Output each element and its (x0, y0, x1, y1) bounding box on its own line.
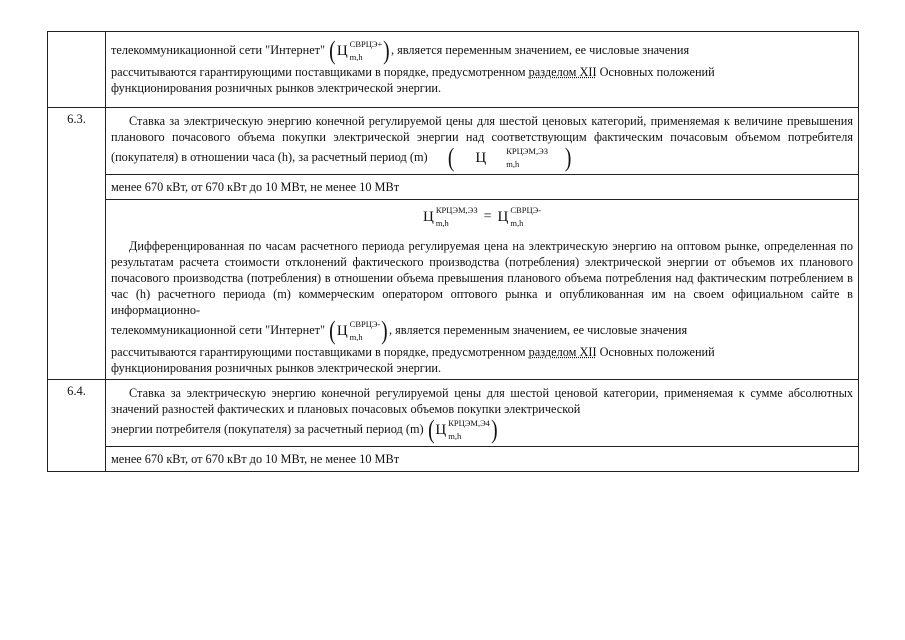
text-line: телекоммуникационной сети "Интернет" ( Ц СВРЦЭ- m,h ) , является переменным значением, ее числовые значения (111, 316, 688, 345)
rate-description: Ставка за электрическую энергию конечной регулируемой цены для шестой ценовой категории, применяемая к сумме абсолютных значений разностей фактических и плановых почасовых объемов покупки электрической (111, 386, 853, 416)
number-cell-empty (48, 32, 106, 108)
formula: Ц КРЦЭМ,ЭЗ m,h = Ц СВРЦЭ- m,h (422, 205, 542, 228)
price-symbol: ( Ц СВРЦЭ- m,h ) (329, 316, 388, 345)
text-line: энергии потребителя (покупателя) за расчетный период (m) ( Ц КРЦЭМ,Э4 m,h ) (111, 415, 498, 444)
table-row-power-6-3 (48, 175, 859, 200)
power-range-cell (106, 447, 859, 472)
section-link[interactable]: разделом XII (528, 65, 597, 79)
text-line: телекоммуникационной сети "Интернет" ( Ц СВРЦЭ+ m,h ) , является переменным значением, ее числовые значения (111, 36, 690, 65)
table-row-continuation (48, 32, 859, 108)
text-cell (106, 32, 859, 108)
row-number: 6.4. (48, 380, 106, 472)
row-number: 6.3. (48, 108, 106, 380)
text-line: рассчитываются гарантирующими поставщиками в порядке, предусмотренном разделом XII Основных положений (111, 65, 715, 79)
table-row-formula-6-3 (48, 200, 859, 380)
section-link[interactable]: разделом XII (528, 345, 597, 359)
text-line: рассчитываются гарантирующими поставщиками в порядке, предусмотренном разделом XII Основных положений (111, 345, 715, 359)
table-row-6-4 (48, 380, 859, 447)
price-symbol: ( Ц СВРЦЭ+ m,h ) (329, 36, 390, 65)
power-range: менее 670 кВт, от 670 кВт до 10 МВт, не менее 10 МВт (111, 452, 400, 466)
text-line: функционирования розничных рынков электрической энергии. (111, 81, 442, 95)
table-row-6-3 (48, 108, 859, 175)
rate-description: Ставка за электрическую энергию конечной регулируемой цены для шестой ценовых категорий, применяемая к величине превышения планового почасового объема покупки электрической энергии над соответствующим фактическим почасовым объемом потребителя (покупателя) в отношении часа (h), за расчетный период (111, 114, 853, 164)
price-symbol: ( Ц КРЦЭМ,Э4 m,h ) (427, 415, 498, 444)
tariff-table (47, 31, 859, 472)
table-row-power-6-4 (48, 447, 859, 472)
description-cell (106, 380, 859, 447)
text-line: функционирования розничных рынков электрической энергии. (111, 361, 442, 375)
power-range-cell (106, 175, 859, 200)
price-symbol: ( Ц КРЦЭМ,ЭЗ m,h ) (447, 143, 572, 172)
description-cell: Ставка за электрическую энергию конечной регулируемой цены для шестой ценовых категорий, применяемая к величине превышения планового почасового объема покупки электрической энергии над соответствующим фактическим почасовым объемом потребителя (покупателя) в отношении часа (h), за расчетный период (m) ( Ц КРЦЭМ,ЭЗ m,h ) (106, 108, 859, 175)
power-range: менее 670 кВт, от 670 кВт до 10 МВт, не менее 10 МВт (111, 180, 400, 194)
formula-cell (106, 200, 859, 380)
formula-explanation: Дифференцированная по часам расчетного периода регулируемая цена на электрическую энергию на оптовом рынке, определенная по результатам расчета стоимости отклонений фактического производства (потребления) электрической энергии от объемов их планового почасового производства (потребления) в отношении объема превышения планового объема потребления над фактическим потреблением в час (h) расчетного периода (m) коммерческим оператором оптового рынка и опубликованная им на своем официальном сайте в информационно- (111, 239, 853, 317)
